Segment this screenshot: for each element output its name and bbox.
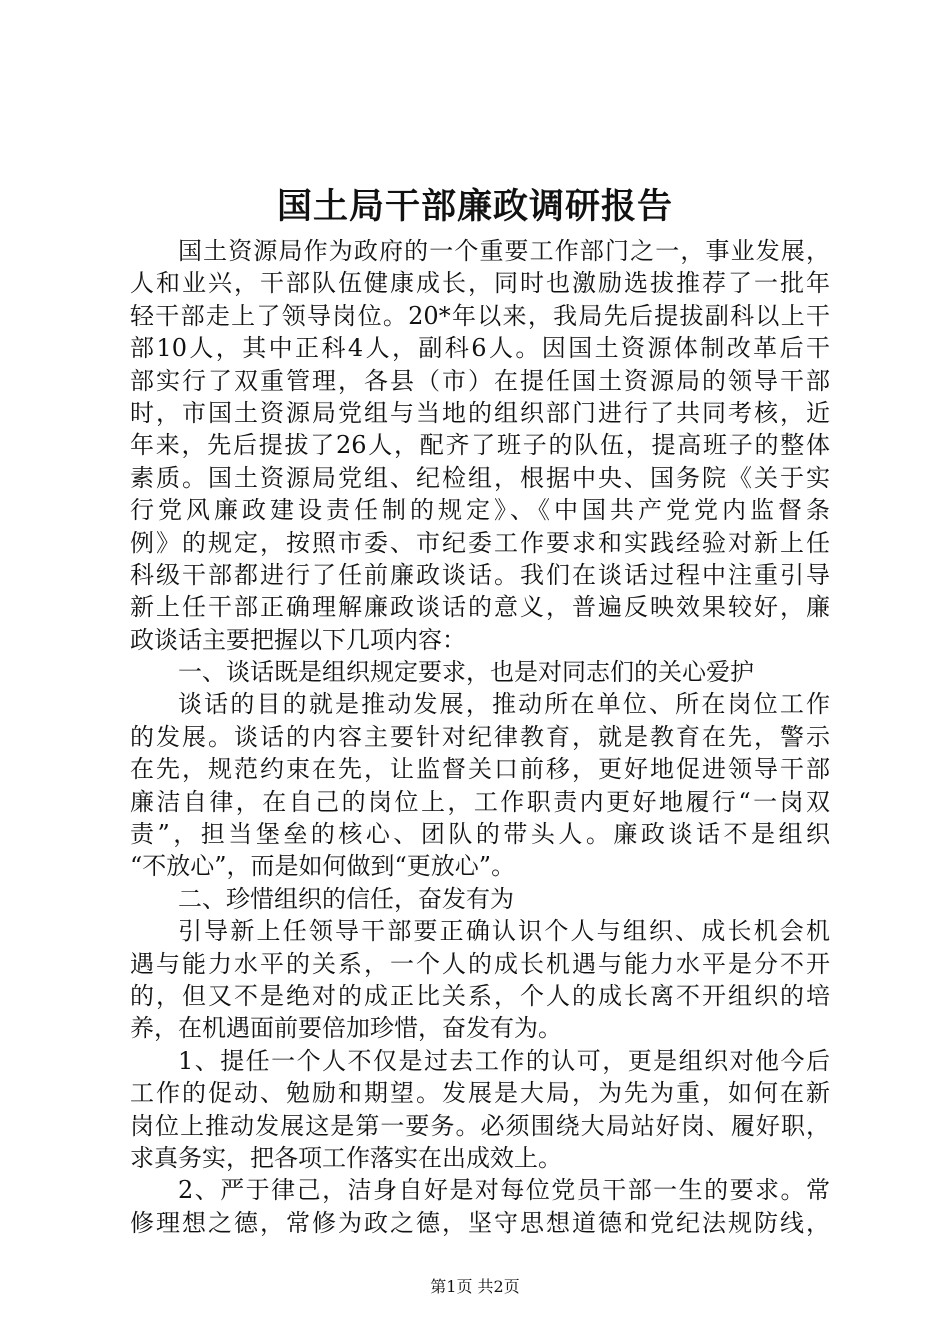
paragraph-line: 的发展。谈话的内容主要针对纪律教育，就是教育在先，警示 — [130, 722, 830, 751]
page-footer: 第1页 共2页 — [430, 1277, 520, 1296]
paragraph-line: 引导新上任领导干部要正确认识个人与组织、成长机会机 — [178, 917, 830, 946]
paragraph-line: 养，在机遇面前要倍加珍惜，奋发有为。 — [130, 1014, 562, 1043]
paragraph-line: 轻干部走上了领导岗位。20*年以来，我局先后提拔副科以上干 — [130, 301, 830, 330]
paragraph-line: 在先，规范约束在先，让监督关口前移，更好地促进领导干部 — [130, 755, 830, 784]
section-heading: 一、谈话既是组织规定要求，也是对同志们的关心爱护 — [178, 658, 754, 687]
paragraph-line: 廉洁自律，在自己的岗位上，工作职责内更好地履行“一岗双 — [130, 787, 830, 816]
paragraph-line: 部10人，其中正科4人，副科6人。因国土资源体制改革后干 — [130, 334, 830, 363]
paragraph-line: 年来，先后提拔了26人，配齐了班子的队伍，提高班子的整体 — [130, 431, 830, 460]
paragraph-line: 责”，担当堡垒的核心、团队的带头人。廉政谈话不是组织 — [130, 820, 830, 849]
paragraph-line: 谈话的目的就是推动发展，推动所在单位、所在岗位工作 — [178, 690, 830, 719]
paragraph-line: 新上任干部正确理解廉政谈话的意义，普遍反映效果较好，廉 — [130, 593, 830, 622]
paragraph-line: 素质。国土资源局党组、纪检组，根据中央、国务院《关于实 — [130, 463, 830, 492]
document-title: 国土局干部廉政调研报告 — [276, 186, 673, 227]
paragraph-line: 修理想之德，常修为政之德，坚守思想道德和党纪法规防线， — [130, 1208, 830, 1237]
paragraph-line: 的，但又不是绝对的成正比关系，个人的成长离不开组织的培 — [130, 981, 830, 1010]
paragraph-line: 国土资源局作为政府的一个重要工作部门之一，事业发展， — [178, 237, 830, 265]
paragraph-line: 科级干部都进行了任前廉政谈话。我们在谈话过程中注重引导 — [130, 560, 830, 589]
paragraph-line: 时，市国土资源局党组与当地的组织部门进行了共同考核，近 — [130, 398, 830, 427]
paragraph-line: 岗位上推动发展这是第一要务。必须围绕大局站好岗、履好职， — [130, 1111, 830, 1140]
paragraph-line: 人和业兴，干部队伍健康成长，同时也激励选拔推荐了一批年 — [130, 269, 830, 298]
paragraph-line: 遇与能力水平的关系，一个人的成长机遇与能力水平是分不开 — [130, 949, 830, 978]
paragraph-line: 1、提任一个人不仅是过去工作的认可，更是组织对他今后 — [178, 1046, 830, 1075]
paragraph-line: 政谈话主要把握以下几项内容： — [130, 625, 466, 654]
paragraph-line: 行党风廉政建设责任制的规定》、《中国共产党党内监督条 — [130, 496, 830, 525]
paragraph-line: 2、严于律己，洁身自好是对每位党员干部一生的要求。常 — [178, 1176, 830, 1205]
paragraph-line: 例》的规定，按照市委、市纪委工作要求和实践经验对新上任 — [130, 528, 830, 557]
paragraph-line: 工作的促动、勉励和期望。发展是大局，为先为重，如何在新 — [130, 1079, 830, 1108]
document-body — [130, 235, 830, 1239]
paragraph-line: 求真务实，把各项工作落实在出成效上。 — [130, 1143, 562, 1172]
section-heading: 二、珍惜组织的信任，奋发有为 — [178, 884, 514, 913]
paragraph-line: 部实行了双重管理，各县（市）在提任国土资源局的领导干部 — [130, 366, 830, 395]
paragraph-line: “不放心”，而是如何做到“更放心”。 — [130, 852, 516, 881]
